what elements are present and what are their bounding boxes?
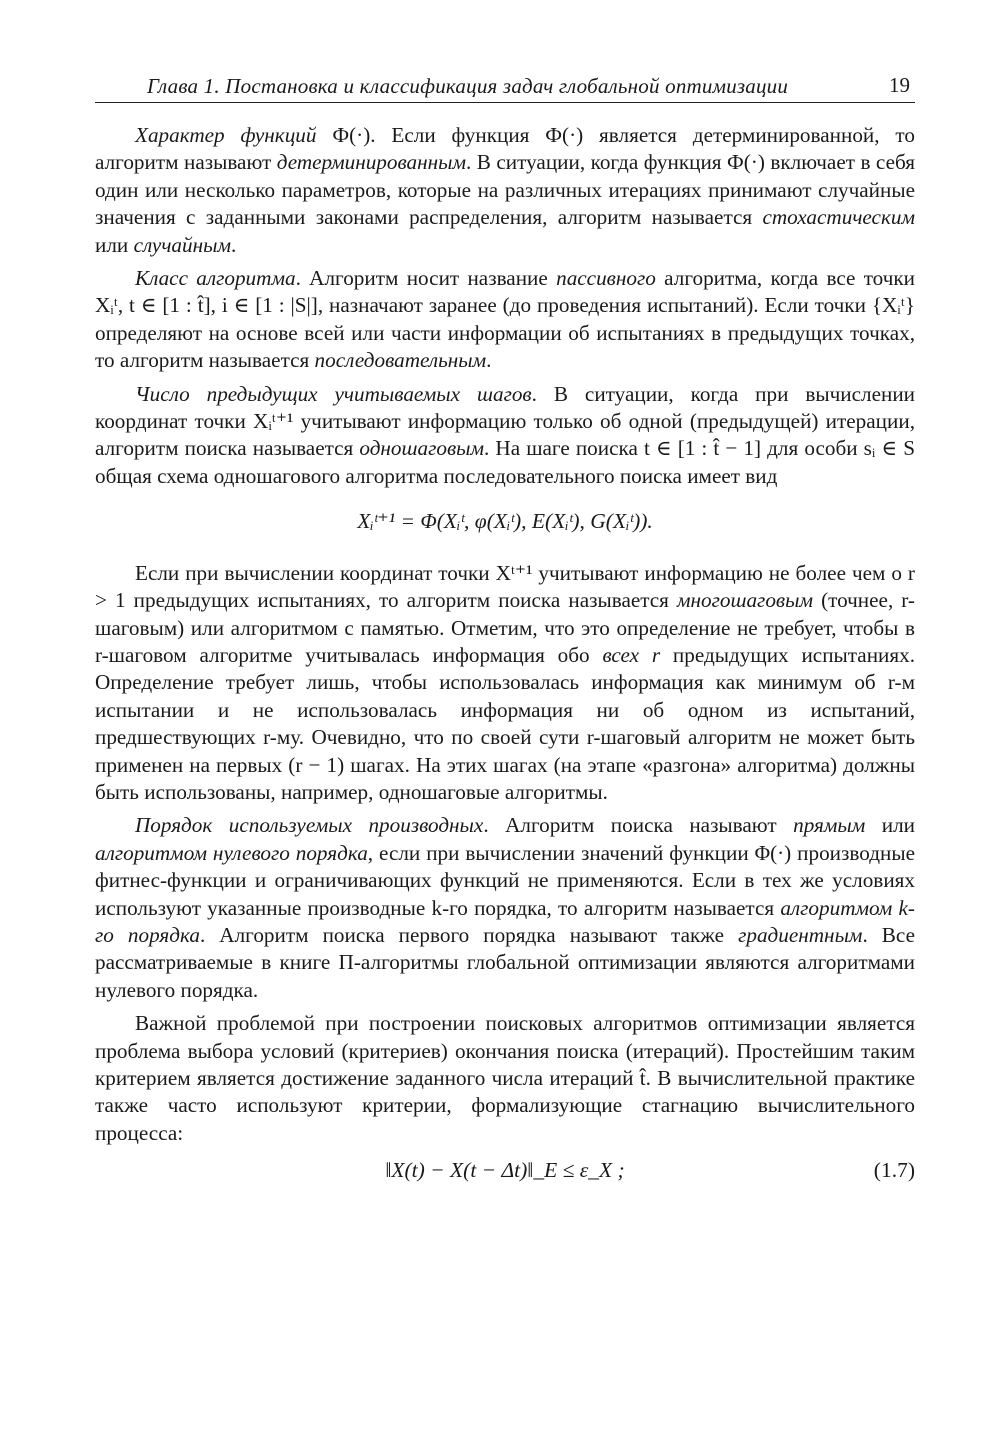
emphasis: случайным (133, 232, 232, 257)
text: Если при вычислении координат точки Xᵗ⁺¹ учитывают информацию не более чем о r > 1 предыдущих испытаниях, то алгоритм поиска называется (95, 560, 915, 613)
term-derivative-order: Порядок используемых производных (135, 813, 484, 838)
text: (точнее, r-шаговым) или алгоритмом с памятью. Отметим, что это определение не требует, чтобы в r-шаговом алгоритме учитывалась информация обо (95, 588, 915, 667)
emphasis: детерминированным (276, 150, 467, 175)
chapter-title: Глава 1. Постановка и классификация задач глобальной оптимизации (147, 74, 789, 98)
text: или (95, 232, 134, 257)
page-body (95, 122, 915, 1189)
paragraph-derivative-order (95, 812, 915, 1004)
emphasis: алгоритмом k-го порядка (95, 895, 915, 947)
text: . В ситуации, когда при вычислении координат точки Xᵢᵗ⁺¹ учитывают информацию только об одной (предыдущей) итерации, алгоритм поиска называется (95, 381, 915, 461)
paragraph-previous-steps (95, 381, 915, 491)
text: . Все рассматриваемые в книге П-алгоритмы глобальной оптимизации являются алгоритмами нулевого порядка. (95, 922, 915, 1002)
paragraph-stop-criteria: Важной проблемой при построении поисковых алгоритмов оптимизации является проблема выбора условий (критериев) окончания поиска (итераций). Простейшим таким критерием является достижение заданного числа итераций t̂. В вычислительной практике также часто используют критерии, формализующие стагнацию вычислительного процесса: (95, 1011, 915, 1145)
term-previous-steps: Число предыдущих учитываемых шагов (135, 381, 532, 406)
term-algorithm-class: Класс алгоритма (135, 266, 296, 291)
page-number: 19 (889, 73, 910, 97)
emphasis: стохастическим (762, 205, 915, 230)
text: . (231, 232, 237, 257)
text: . (486, 348, 492, 373)
paragraph-multistep (95, 560, 915, 807)
text: или (865, 813, 915, 838)
equation-number: (1.7) (873, 1158, 915, 1183)
text: предыдущих испытаниях. Определение требует лишь, чтобы использовалась информация как минимум об r-м испытании и не использовалась информация ни об одном из испытаний, предшествующих r-му. Очевидно, что по своей сути r-шаговый алгоритм не может быть применен на первых (r − 1) шагах. На этих шагах (на этапе «разгона» алгоритма) должны быть использованы, например, одношаговые алгоритмы. (95, 642, 916, 804)
emphasis: многошаговым (676, 588, 813, 613)
emphasis: алгоритмом нулевого порядка (95, 840, 368, 865)
formula-one-step-scheme: Xᵢᵗ⁺¹ = Φ(Xᵢᵗ, φ(Xᵢᵗ), E(Xᵢᵗ), G(Xᵢᵗ)). (357, 509, 653, 534)
text: алгоритма, когда все точки Xᵢᵗ, t ∈ [1 : t̂], i ∈ [1 : |S|], назначают заранее (до проведения испытаний). Если точки {Xᵢᵗ} определяют на основе всей или части информации об испытаниях в предыдущих точках, то алгоритм называется (95, 266, 916, 373)
term-function-type: Характер функций (135, 123, 317, 147)
text: , если при вычислении значений функции Φ(·) производные фитнес-функции и ограничивающих функций не применяются. Если в тех же условиях используют указанные производные k-го порядка, то алгоритм называется (95, 840, 915, 920)
text: Ф(·). Если функция Ф(·) является детерминированной, то алгоритм называют (95, 123, 915, 175)
text: . На шаге поиска t ∈ [1 : t̂ − 1] для особи sᵢ ∈ S общая схема одношагового алгоритма последовательного поиска имеет вид (95, 436, 915, 488)
emphasis: последовательным (314, 348, 487, 373)
paragraph-function-type (95, 122, 915, 259)
emphasis: одношаговым (359, 436, 485, 461)
text: . Алгоритм поиска называют (483, 813, 794, 838)
emphasis: прямым (793, 813, 866, 838)
text: . Алгоритм поиска первого порядка называют также (199, 922, 739, 947)
formula-expression: ‖X(t) − X(t − Δt)‖_E ≤ ε_X ; (385, 1158, 625, 1183)
paragraph-algorithm-class (95, 265, 915, 375)
emphasis: градиентным (738, 922, 863, 947)
formula-stagnation (95, 1157, 915, 1189)
running-header (95, 70, 915, 103)
text: . В ситуации, когда функция Ф(·) включает в себя один или несколько параметров, которые на различных итерациях принимают случайные значения с заданными законами распределения, алгоритм называется (95, 150, 915, 230)
emphasis: всех r (602, 642, 661, 667)
text: . Алгоритм носит название (295, 266, 557, 291)
emphasis: пассивного (556, 266, 656, 291)
